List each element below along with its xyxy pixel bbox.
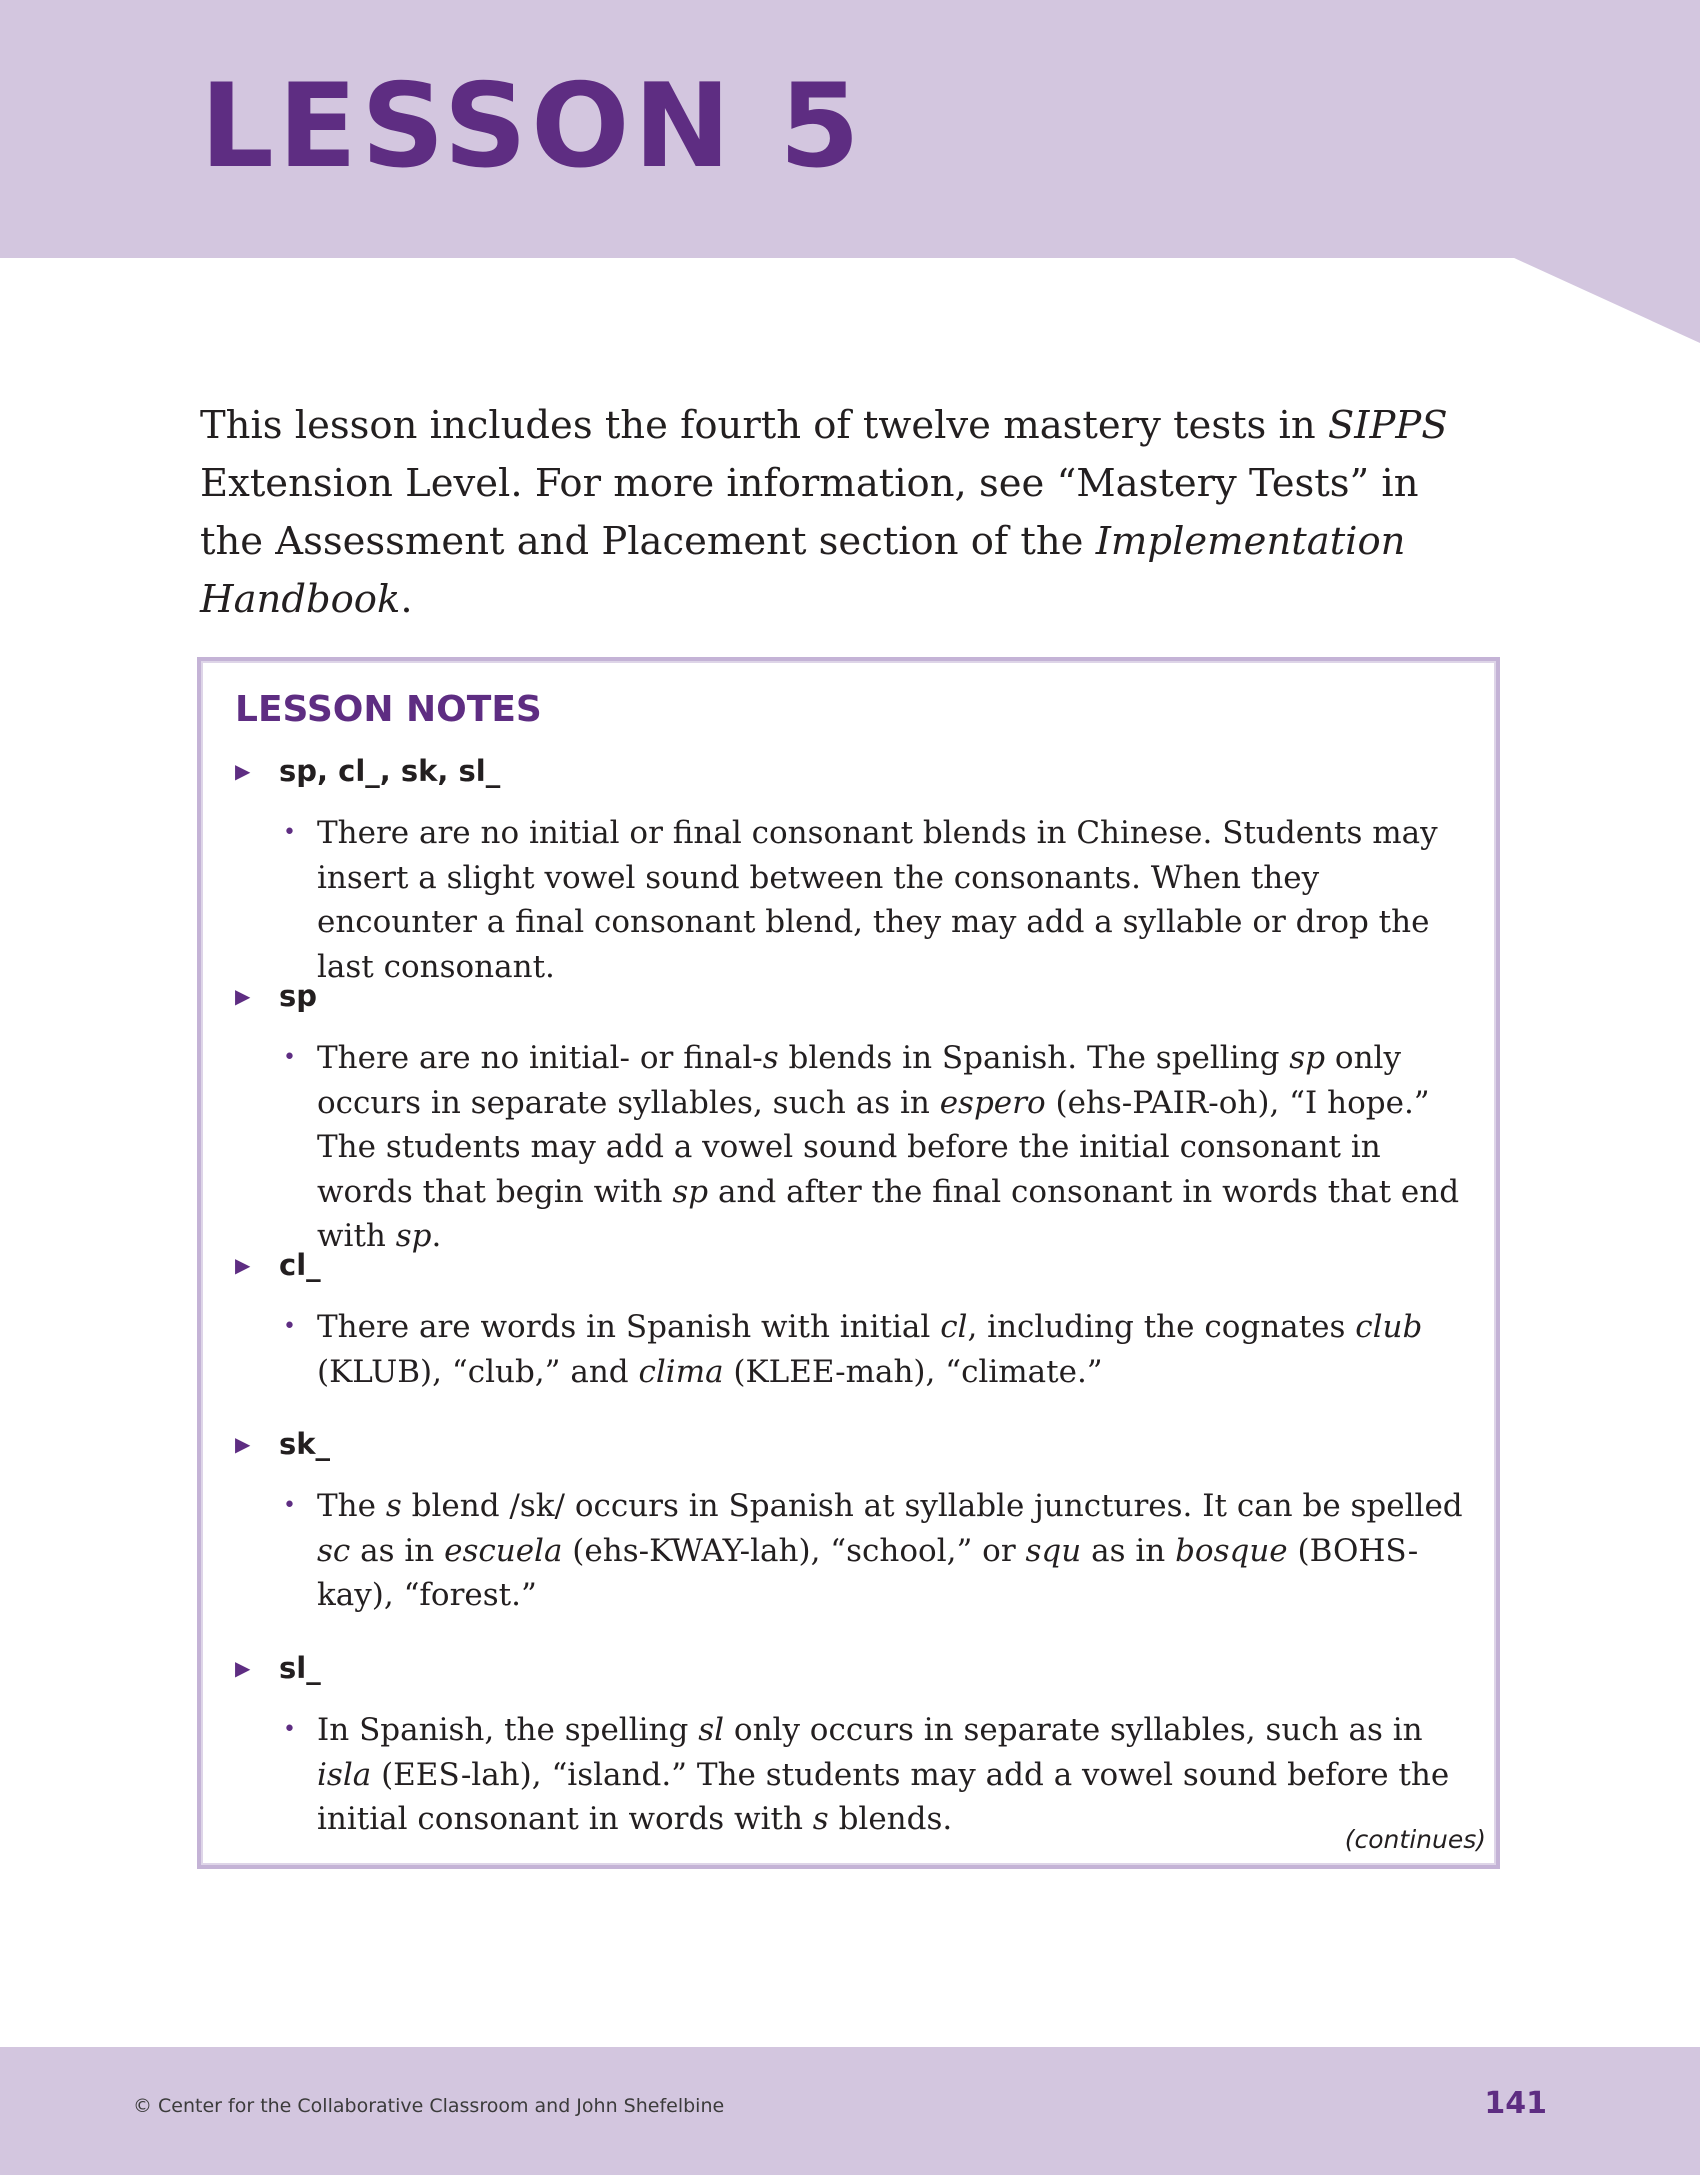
triangle-bullet-icon: ▶	[235, 984, 251, 1008]
dot-bullet-icon: •	[283, 1717, 296, 1742]
note-section-body: • There are words in Spanish with initial cl, including the cognates club (KLUB), “club,” and clima (KLEE-mah), “climate.”	[283, 1305, 1463, 1394]
note-section-body: • In Spanish, the spelling sl only occurs in separate syllables, such as in isla (EES-lah), “island.” The students may add a vowel sound before the initial consonant in words with s blends.	[283, 1708, 1463, 1842]
note-section-title: ▶ sp	[235, 976, 317, 1016]
page-number: 141	[1484, 2086, 1547, 2121]
continues-note: (continues)	[1344, 1825, 1486, 1854]
lesson-notes-heading: LESSON NOTES	[235, 689, 542, 730]
dot-bullet-icon: •	[283, 1045, 296, 1070]
intro-paragraph: This lesson includes the fourth of twelve mastery tests in SIPPS Extension Level. For more information, see “Mastery Tests” in the Assessment and Placement section of the Implementation Handbook.	[200, 403, 1448, 622]
note-section-title: ▶ sk_	[235, 1424, 330, 1464]
note-section-body: • The s blend /sk/ occurs in Spanish at syllable junctures. It can be spelled sc as in escuela (ehs-KWAY-lah), “school,” or squ as in bosque (BOHS-kay), “forest.”	[283, 1484, 1463, 1618]
intro-emphasis-sipps: SIPPS	[1327, 403, 1448, 448]
intro-emphasis-handbook: Implementation Handbook	[200, 519, 1406, 622]
dot-bullet-icon: •	[283, 820, 296, 845]
note-section-title: ▶ cl_	[235, 1245, 321, 1285]
triangle-bullet-icon: ▶	[235, 1656, 251, 1680]
note-section-body: • There are no initial or final consonant blends in Chinese. Students may insert a slight vowel sound between the consonants. When they encounter a final consonant blend, they may add a syllable or drop the last consonant.	[283, 811, 1463, 989]
page-title: LESSON 5	[200, 59, 864, 194]
dot-bullet-icon: •	[283, 1493, 296, 1518]
dot-bullet-icon: •	[283, 1314, 296, 1339]
copyright-notice: © Center for the Collaborative Classroom and John Shefelbine	[133, 2095, 725, 2117]
note-section-title: ▶ sl_	[235, 1648, 321, 1688]
triangle-bullet-icon: ▶	[235, 1432, 251, 1456]
triangle-bullet-icon: ▶	[235, 759, 251, 783]
triangle-bullet-icon: ▶	[235, 1253, 251, 1277]
note-section-body: • There are no initial- or final-s blends in Spanish. The spelling sp only occurs in separate syllables, such as in espero (ehs-PAIR-oh), “I hope.” The students may add a vowel sound before the initial consonant in words that begin with sp and after the final consonant in words that end with sp.	[283, 1036, 1463, 1259]
note-section-title: ▶ sp, cl_, sk, sl_	[235, 751, 500, 791]
